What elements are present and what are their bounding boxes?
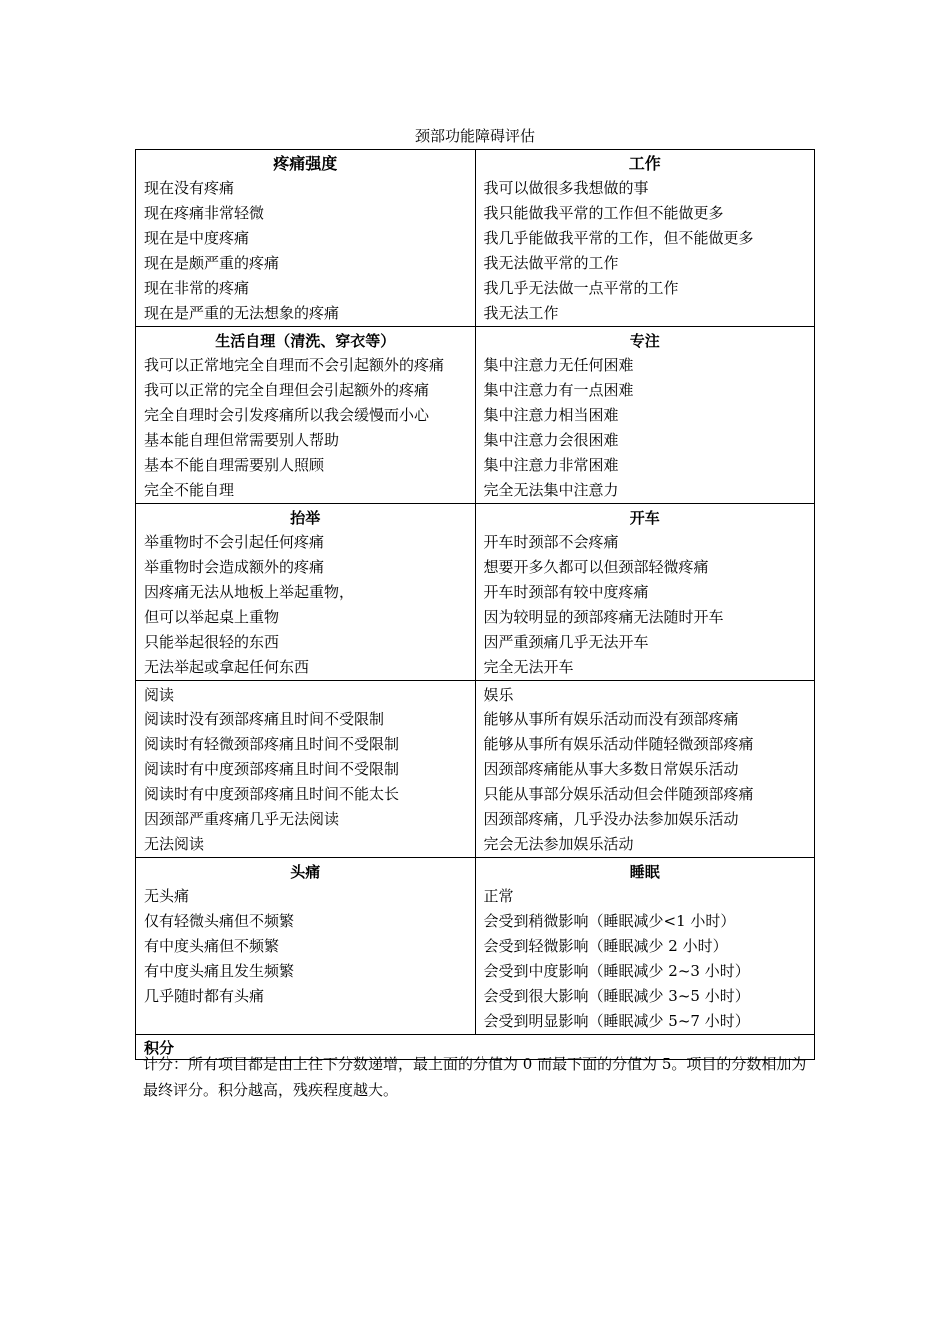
option-item: 集中注意力非常困难 [483, 456, 619, 474]
score-label: 积分 [144, 1039, 175, 1057]
option-item: 我几乎无法做一点平常的工作 [483, 279, 679, 297]
option-item: 阅读时有中度颈部疼痛且时间不受限制 [144, 760, 400, 778]
option-item: 现在非常的疼痛 [144, 279, 250, 297]
option-item: 我可以正常的完全自理但会引起额外的疼痛 [144, 381, 430, 399]
option-item: 举重物时会造成额外的疼痛 [144, 558, 325, 576]
option-item: 现在没有疼痛 [144, 179, 235, 197]
option-item: 只能从事部分娱乐活动但会伴随颈部疼痛 [483, 785, 754, 803]
option-item: 完全无法集中注意力 [483, 481, 619, 499]
option-item: 能够从事所有娱乐活动而没有颈部疼痛 [483, 710, 739, 728]
option-item: 现在是颇严重的疼痛 [144, 254, 280, 272]
section-heading: 开车 [629, 509, 660, 527]
section-heading: 阅读 [144, 686, 175, 704]
page-title: 颈部功能障碍评估 [414, 127, 535, 145]
option-item: 有中度头痛且发生频繁 [144, 962, 295, 980]
option-item: 集中注意力会很困难 [483, 431, 619, 449]
option-item: 集中注意力相当困难 [483, 406, 619, 424]
option-item: 我可以做很多我想做的事 [483, 179, 649, 197]
option-item: 我只能做我平常的工作但不能做更多 [483, 204, 724, 222]
option-item: 因颈部疼痛，几乎没办法参加娱乐活动 [483, 810, 739, 828]
option-item: 会受到稍微影响（睡眠减少<1 小时） [483, 912, 736, 930]
option-item: 会受到轻微影响（睡眠减少 2 小时） [483, 937, 728, 955]
section-cell-left [136, 150, 476, 327]
section-row [136, 504, 815, 681]
section-heading: 抬举 [290, 509, 321, 527]
option-item: 现在疼痛非常轻微 [144, 204, 265, 222]
section-heading: 专注 [629, 332, 660, 350]
option-item: 完全无法开车 [483, 658, 574, 676]
option-item: 仅有轻微头痛但不频繁 [144, 912, 295, 930]
scoring-note: 计分：所有项目都是由上往下分数递增，最上面的分值为 0 而最下面的分值为 5。项目的分数相加为最终评分。积分越高，残疾程度越大。 [143, 1055, 807, 1099]
option-item: 有中度头痛但不频繁 [144, 937, 280, 955]
option-item: 基本不能自理需要别人照顾 [144, 456, 325, 474]
option-item: 能够从事所有娱乐活动伴随轻微颈部疼痛 [483, 735, 754, 753]
option-item: 开车时颈部不会疼痛 [483, 533, 619, 551]
option-item: 我无法工作 [483, 304, 559, 322]
option-item: 会受到明显影响（睡眠减少 5~7 小时） [483, 1012, 750, 1030]
option-item: 因疼痛无法从地板上举起重物， [144, 583, 355, 601]
option-item: 基本能自理但常需要别人帮助 [144, 431, 340, 449]
option-item: 阅读时没有颈部疼痛且时间不受限制 [144, 710, 385, 728]
option-item [136, 1009, 475, 1034]
option-item: 因颈部疼痛能从事大多数日常娱乐活动 [483, 760, 739, 778]
section-row [136, 150, 815, 327]
option-item: 阅读时有中度颈部疼痛且时间不能太长 [144, 785, 400, 803]
option-item: 阅读时有轻微颈部疼痛且时间不受限制 [144, 735, 400, 753]
section-row [136, 858, 815, 1035]
option-item: 我无法做平常的工作 [483, 254, 619, 272]
option-item: 无法举起或拿起任何东西 [144, 658, 310, 676]
section-cell-left [136, 858, 476, 1035]
option-item: 会受到很大影响（睡眠减少 3~5 小时） [483, 987, 750, 1005]
assessment-table [135, 149, 815, 1060]
section-cell-right [475, 681, 815, 858]
option-item: 完会无法参加娱乐活动 [483, 835, 634, 853]
option-item: 举重物时不会引起任何疼痛 [144, 533, 325, 551]
section-cell-right [475, 504, 815, 681]
section-heading: 生活自理（清洗、穿衣等） [215, 332, 396, 350]
section-cell-left [136, 504, 476, 681]
option-item: 因严重颈痛几乎无法开车 [483, 633, 649, 651]
option-item: 但可以举起桌上重物 [144, 608, 280, 626]
option-item: 无法阅读 [144, 835, 205, 853]
option-item: 开车时颈部有较中度疼痛 [483, 583, 649, 601]
section-cell-right [475, 150, 815, 327]
option-item: 现在是中度疼痛 [144, 229, 250, 247]
option-item: 正常 [483, 887, 514, 905]
option-item: 现在是严重的无法想象的疼痛 [144, 304, 340, 322]
section-row [136, 327, 815, 504]
option-item: 因为较明显的颈部疼痛无法随时开车 [483, 608, 724, 626]
section-row [136, 681, 815, 858]
option-item: 完全自理时会引发疼痛所以我会缓慢而小心 [144, 406, 430, 424]
section-cell-left [136, 681, 476, 858]
section-heading: 睡眠 [629, 863, 660, 881]
section-heading: 头痛 [290, 863, 321, 881]
option-item: 想要开多久都可以但颈部轻微疼痛 [483, 558, 709, 576]
section-cell-right [475, 327, 815, 504]
section-cell-right [475, 858, 815, 1035]
option-item: 我几乎能做我平常的工作，但不能做更多 [483, 229, 754, 247]
option-item: 我可以正常地完全自理而不会引起额外的疼痛 [144, 356, 445, 374]
option-item: 几乎随时都有头痛 [144, 987, 265, 1005]
section-heading: 娱乐 [483, 686, 514, 704]
option-item: 完全不能自理 [144, 481, 235, 499]
option-item: 集中注意力有一点困难 [483, 381, 634, 399]
option-item: 无头痛 [144, 887, 190, 905]
option-item: 因颈部严重疼痛几乎无法阅读 [144, 810, 340, 828]
section-heading: 工作 [628, 154, 661, 173]
section-cell-left [136, 327, 476, 504]
option-item: 只能举起很轻的东西 [144, 633, 280, 651]
option-item: 集中注意力无任何困难 [483, 356, 634, 374]
section-heading: 疼痛强度 [273, 154, 338, 173]
option-item: 会受到中度影响（睡眠减少 2~3 小时） [483, 962, 750, 980]
